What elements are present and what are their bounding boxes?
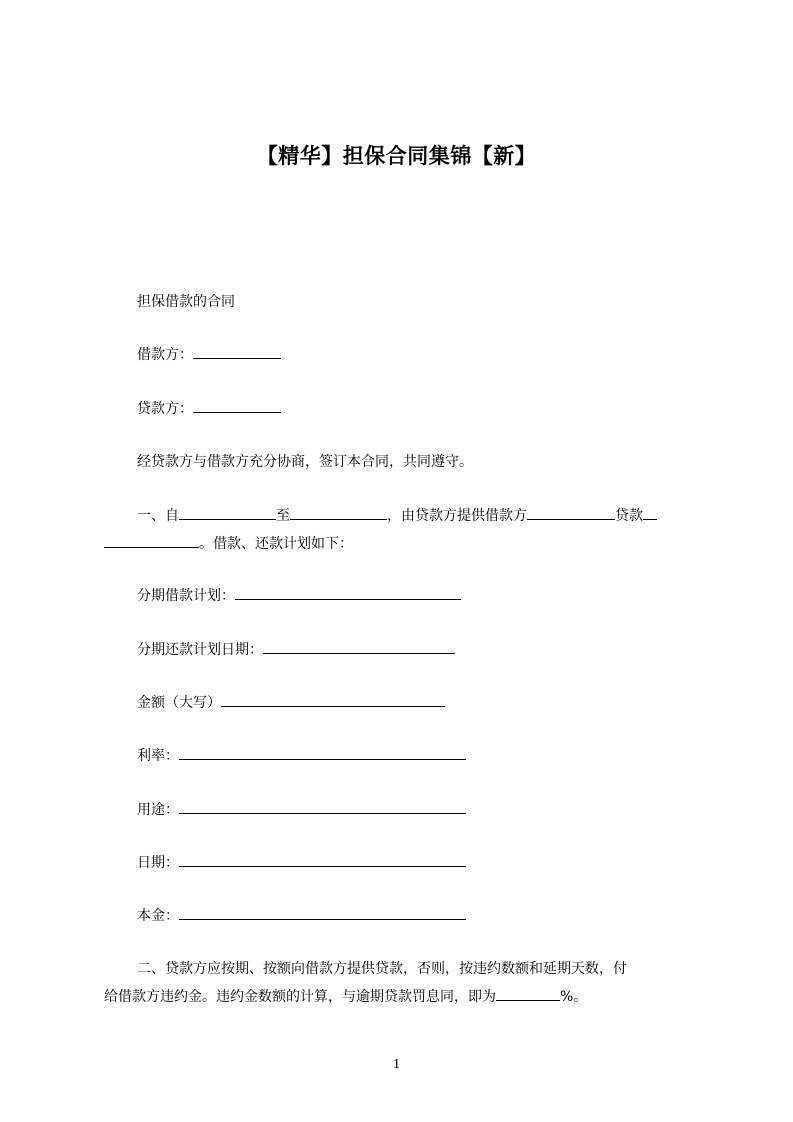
field-principal [137, 905, 466, 926]
clause2-line2-b: %。 [560, 989, 588, 1005]
clause1-line2 [104, 533, 353, 554]
intro-paragraph: 经贷款方与借款方充分协商，签订本合同，共同遵守。 [137, 454, 473, 470]
field-blank [179, 852, 466, 867]
field-label: 用途： [137, 802, 179, 818]
borrower-blank [193, 344, 281, 359]
field-blank [179, 799, 466, 814]
field-purpose [137, 799, 466, 820]
contract-heading: 担保借款的合同 [137, 294, 235, 310]
field-installment-borrow-plan [137, 585, 461, 606]
clause1-part-b: 至 [276, 508, 290, 524]
lender-label: 贷款方： [137, 401, 193, 417]
field-label: 本金： [137, 908, 179, 924]
field-installment-repay-date [137, 639, 455, 660]
field-date [137, 852, 466, 873]
clause2-line1: 二、贷款方应按期、按额向借款方提供贷款，否则，按违约数额和延期天数，付 [137, 961, 627, 977]
clause2-line2 [104, 986, 587, 1007]
field-label: 利率： [137, 748, 179, 764]
field-blank [221, 692, 445, 707]
clause1-part-c: ，由贷款方提供借款方 [387, 508, 527, 524]
clause2-rate-blank [496, 986, 560, 1001]
clause1-continued-blank [104, 533, 199, 548]
field-label: 分期借款计划： [137, 588, 235, 604]
lender-line [137, 398, 281, 419]
page-number: 1 [393, 1057, 400, 1072]
clause1-part-d: 贷款 [615, 508, 643, 524]
field-amount-capital [137, 692, 445, 713]
clause2-line2-a: 给借款方违约金。违约金数额的计算，与逾期贷款罚息同，即为 [104, 989, 496, 1005]
field-interest-rate [137, 745, 466, 766]
clause1-amount-blank [527, 505, 615, 520]
clause1-part-e: 。借款、还款计划如下： [199, 536, 353, 552]
field-label: 日期： [137, 855, 179, 871]
borrower-label: 借款方： [137, 347, 193, 363]
field-blank [179, 905, 466, 920]
field-blank [263, 639, 455, 654]
document-title: 【精华】担保合同集锦【新】 [256, 144, 537, 168]
clause1-start-date-blank [179, 505, 276, 520]
lender-blank [193, 398, 281, 413]
field-blank [179, 745, 466, 760]
clause1-end-date-blank [290, 505, 387, 520]
clause1-line1 [137, 505, 657, 526]
clause1-part-a: 一、自 [137, 508, 179, 524]
clause1-tail-blank [643, 505, 657, 520]
field-label: 分期还款计划日期： [137, 642, 263, 658]
field-blank [235, 585, 461, 600]
field-label: 金额（大写） [137, 695, 221, 711]
borrower-line [137, 344, 281, 365]
